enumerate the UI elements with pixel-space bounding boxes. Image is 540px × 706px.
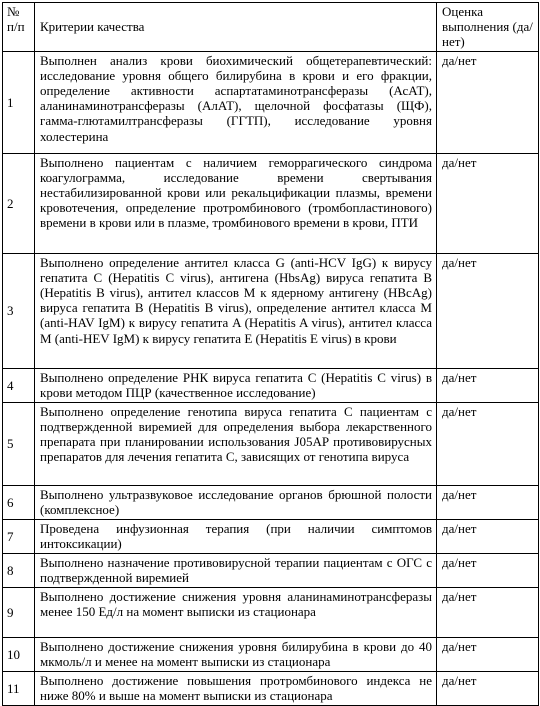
table-row <box>3 253 539 368</box>
row-result: да/нет <box>437 519 539 553</box>
row-num: 9 <box>3 587 35 637</box>
row-num: 8 <box>3 553 35 587</box>
row-result: да/нет <box>437 485 539 519</box>
table-row <box>3 51 539 153</box>
row-criteria: Выполнено назначение противовирусной терапии пациентам с ОГС с подтвержденной виремией <box>35 553 437 587</box>
table-row <box>3 402 539 485</box>
table-header-row <box>3 3 539 52</box>
row-criteria: Выполнено определение РНК вируса гепатита C (Hepatitis C virus) в крови методом ПЦР (качественное исследование) <box>35 368 437 402</box>
row-num: 5 <box>3 402 35 485</box>
table-row <box>3 368 539 402</box>
row-criteria: Выполнено пациентам с наличием геморрагического синдрома коагулограмма, исследование времени свертывания нестабилизированной крови или рекальцификации плазмы, времени кровотечения, определение протромбинового (тромбопластинового) времени в крови или в плазме, тромбинового времени в крови, ПТИ <box>35 153 437 253</box>
table-row <box>3 587 539 637</box>
row-criteria: Выполнен анализ крови биохимический общетерапевтический: исследование уровня общего билирубина в крови и его фракции, определение активности аспартатаминотрансферазы (АсАТ), аланинаминотрансферазы (АлАТ), щелочной фосфатазы (ЩФ), гамма-глютамилтрансферазы (ГГТП), исследование уровня холестерина <box>35 51 437 153</box>
table-row <box>3 519 539 553</box>
row-result: да/нет <box>437 153 539 253</box>
table-row <box>3 553 539 587</box>
row-num: 1 <box>3 51 35 153</box>
row-result: да/нет <box>437 671 539 705</box>
row-num: 4 <box>3 368 35 402</box>
row-result: да/нет <box>437 587 539 637</box>
header-result: Оценка выполнения (да/нет) <box>437 3 539 52</box>
row-result: да/нет <box>437 553 539 587</box>
row-criteria: Выполнено достижение повышения протромбинового индекса не ниже 80% и выше на момент выписки из стационара <box>35 671 437 705</box>
row-num: 11 <box>3 671 35 705</box>
table-row <box>3 671 539 705</box>
row-criteria: Выполнено достижение снижения уровня аланинаминотрансферазы менее 150 Ед/л на момент выписки из стационара <box>35 587 437 637</box>
row-result: да/нет <box>437 402 539 485</box>
row-num: 10 <box>3 637 35 671</box>
row-result: да/нет <box>437 253 539 368</box>
row-criteria: Выполнено определение антител класса G (anti-HCV IgG) к вирусу гепатита C (Hepatitis C virus), антигена (HbsAg) вируса гепатита B (Hepatitis B virus), антител классов M к ядерному антигену (HBcAg) вируса гепатита B (Hepatitis B virus), определение антител класса M (anti-HAV IgM) к вирусу гепатита A (Hepatitis A virus), антител класса M (anti-HEV IgM) к вирусу гепатита E (Hepatitis E virus) в крови <box>35 253 437 368</box>
row-result: да/нет <box>437 368 539 402</box>
header-num: № п/п <box>3 3 35 52</box>
row-num: 6 <box>3 485 35 519</box>
row-criteria: Проведена инфузионная терапия (при наличии симптомов интоксикации) <box>35 519 437 553</box>
quality-criteria-table <box>2 2 539 706</box>
row-num: 2 <box>3 153 35 253</box>
table-row <box>3 153 539 253</box>
row-result: да/нет <box>437 637 539 671</box>
row-criteria: Выполнено ультразвуковое исследование органов брюшной полости (комплексное) <box>35 485 437 519</box>
row-num: 7 <box>3 519 35 553</box>
row-num: 3 <box>3 253 35 368</box>
header-criteria: Критерии качества <box>35 3 437 52</box>
row-criteria: Выполнено определение генотипа вируса гепатита C пациентам с подтвержденной виремией для определения выбора лекарственного препарата при планировании использования J05AP противовирусных препаратов для лечения гепатита С, зависящих от генотипа вируса <box>35 402 437 485</box>
row-criteria: Выполнено достижение снижения уровня билирубина в крови до 40 мкмоль/л и менее на момент выписки из стационара <box>35 637 437 671</box>
table-row <box>3 637 539 671</box>
table-row <box>3 485 539 519</box>
row-result: да/нет <box>437 51 539 153</box>
